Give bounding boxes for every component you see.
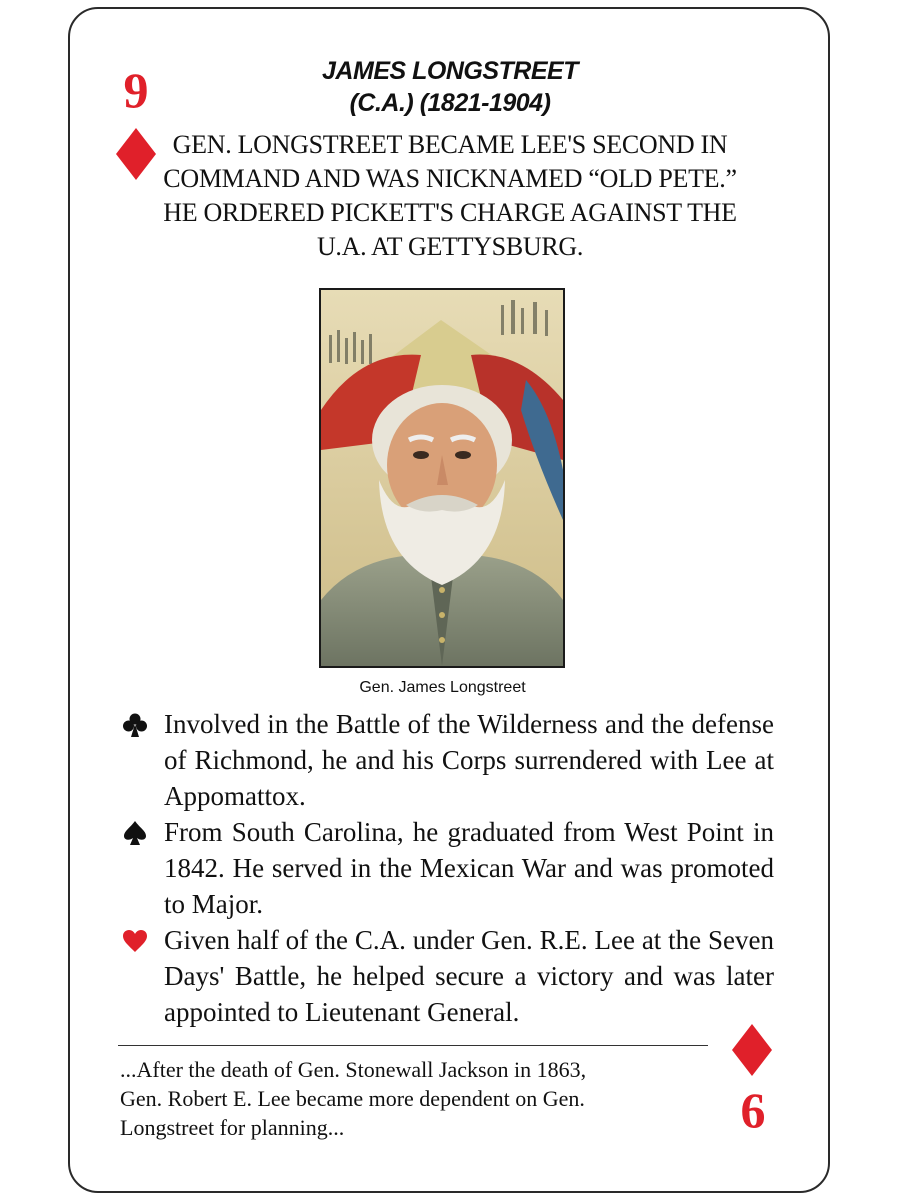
fact-text: Involved in the Battle of the Wilderness and the defense of Richmond, he and his Corps surrendered with Lee at Appomattox. <box>164 709 774 811</box>
card-title-subtitle: (C.A.) (1821-1904) <box>349 89 551 117</box>
portrait-image <box>319 288 565 668</box>
footnote-line: Gen. Robert E. Lee became more dependent on Gen. <box>120 1086 585 1111</box>
portrait-caption: Gen. James Longstreet <box>359 679 526 696</box>
spade-icon <box>122 820 148 846</box>
fact-item-club <box>118 706 774 814</box>
fact-item-spade <box>118 814 774 922</box>
footnote-line: ...After the death of Gen. Stonewall Jackson in 1863, <box>120 1057 587 1082</box>
fact-text: From South Carolina, he graduated from West Point in 1842. He served in the Mexican War and was promoted to Major. <box>164 817 774 919</box>
rank-top: 9 <box>123 62 149 118</box>
fact-text: Given half of the C.A. under Gen. R.E. Lee at the Seven Days' Battle, he helped secure a victory and was later appointed to Lieutenant General. <box>164 925 774 1027</box>
footnote <box>120 1055 720 1142</box>
portrait-illustration <box>321 290 563 666</box>
divider <box>118 1045 708 1046</box>
facts-list <box>118 706 774 1030</box>
card-title-name: JAMES LONGSTREET <box>322 57 578 85</box>
fact-item-heart <box>118 922 774 1030</box>
diamond-icon <box>116 128 156 180</box>
club-icon <box>122 712 148 738</box>
footnote-line: Longstreet for planning... <box>120 1115 345 1140</box>
summary-text: GEN. LONGSTREET BECAME LEE'S SECOND IN COMMAND AND WAS NICKNAMED “OLD PETE.” HE ORDERED PICKETT'S CHARGE AGAINST THE U.A. AT GETTYSBURG. <box>163 130 737 261</box>
rank-bottom: 6 <box>740 1082 766 1138</box>
heart-icon <box>122 928 148 954</box>
diamond-icon <box>732 1024 772 1076</box>
